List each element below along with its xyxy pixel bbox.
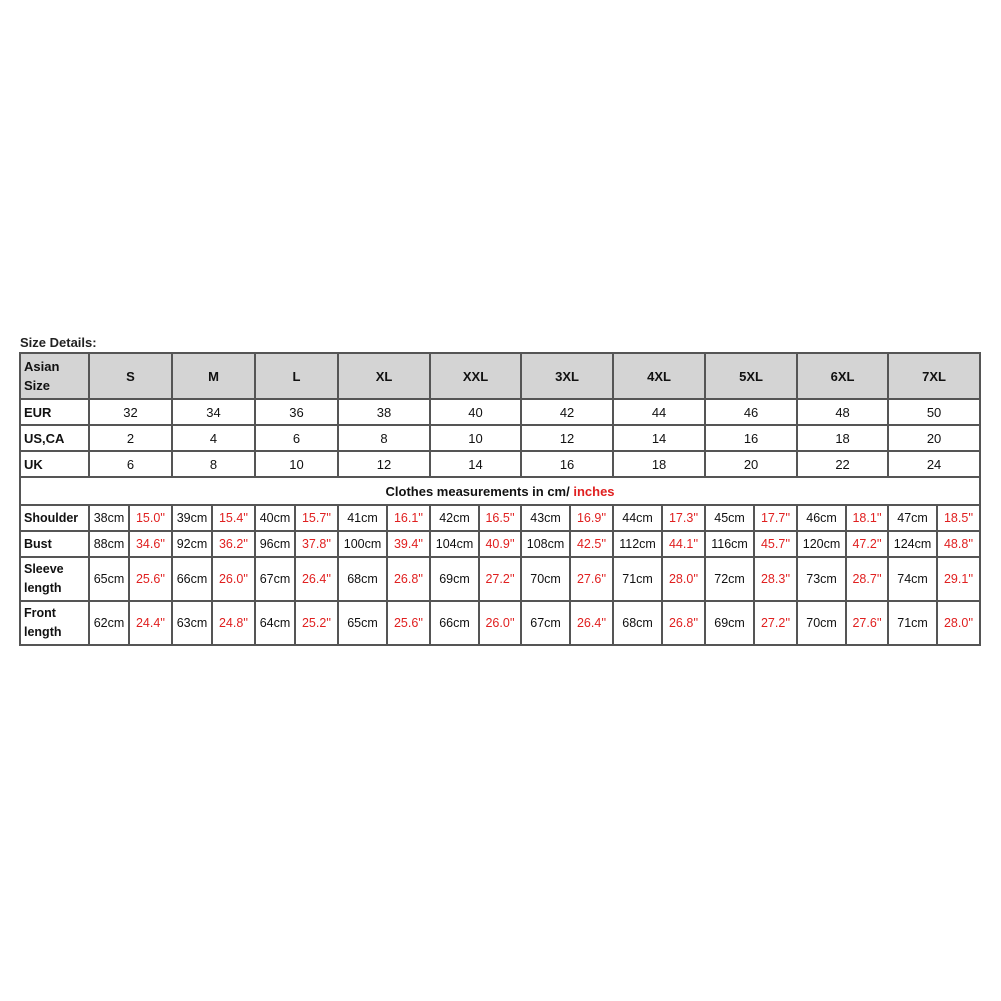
inch-value-cell: 25.6'' — [129, 557, 172, 601]
cm-value-cell: 73cm — [797, 557, 846, 601]
size-value-cell: 14 — [430, 451, 521, 477]
cm-value-cell: 39cm — [172, 505, 212, 531]
row-label: EUR — [20, 399, 89, 425]
inch-value-cell: 25.2'' — [295, 601, 338, 645]
cm-value-cell: 71cm — [613, 557, 662, 601]
size-value-cell: 38 — [338, 399, 430, 425]
cm-value-cell: 104cm — [430, 531, 479, 557]
size-value-cell: 34 — [172, 399, 255, 425]
cm-value-cell: 70cm — [797, 601, 846, 645]
size-header-cell: XXL — [430, 353, 521, 399]
size-value-cell: 22 — [797, 451, 888, 477]
size-value-cell: 10 — [255, 451, 338, 477]
size-chart-table — [19, 352, 981, 646]
inch-value-cell: 25.6'' — [387, 601, 430, 645]
size-value-cell: 16 — [705, 425, 797, 451]
inch-value-cell: 26.4'' — [570, 601, 613, 645]
cm-value-cell: 72cm — [705, 557, 754, 601]
inch-value-cell: 37.8'' — [295, 531, 338, 557]
inch-value-cell: 34.6'' — [129, 531, 172, 557]
inch-value-cell: 26.8'' — [662, 601, 705, 645]
row-label: Sleeve length — [20, 557, 89, 601]
size-header-cell: XL — [338, 353, 430, 399]
cm-value-cell: 116cm — [705, 531, 754, 557]
measurement-row — [20, 557, 980, 601]
cm-value-cell: 74cm — [888, 557, 937, 601]
inch-value-cell: 26.4'' — [295, 557, 338, 601]
cm-value-cell: 62cm — [89, 601, 129, 645]
size-value-cell: 18 — [613, 451, 705, 477]
size-value-cell: 20 — [705, 451, 797, 477]
row-label: US,CA — [20, 425, 89, 451]
size-header-row — [20, 353, 980, 399]
inch-value-cell: 18.5'' — [937, 505, 980, 531]
row-label: Front length — [20, 601, 89, 645]
row-label: Shoulder — [20, 505, 89, 531]
size-value-cell: 18 — [797, 425, 888, 451]
inch-value-cell: 42.5'' — [570, 531, 613, 557]
conversion-row — [20, 425, 980, 451]
size-header-cell: 6XL — [797, 353, 888, 399]
cm-value-cell: 63cm — [172, 601, 212, 645]
size-value-cell: 8 — [172, 451, 255, 477]
cm-value-cell: 92cm — [172, 531, 212, 557]
size-value-cell: 32 — [89, 399, 172, 425]
cm-value-cell: 43cm — [521, 505, 570, 531]
cm-value-cell: 65cm — [89, 557, 129, 601]
cm-value-cell: 41cm — [338, 505, 387, 531]
size-header-cell: 5XL — [705, 353, 797, 399]
inch-value-cell: 28.7'' — [846, 557, 888, 601]
size-details-title: Size Details: — [20, 335, 97, 350]
inch-value-cell: 27.2'' — [754, 601, 797, 645]
inch-value-cell: 26.0'' — [479, 601, 521, 645]
measurement-row — [20, 505, 980, 531]
inch-value-cell: 39.4'' — [387, 531, 430, 557]
cm-value-cell: 88cm — [89, 531, 129, 557]
inch-value-cell: 29.1'' — [937, 557, 980, 601]
cm-value-cell: 42cm — [430, 505, 479, 531]
inch-value-cell: 15.0'' — [129, 505, 172, 531]
inch-value-cell: 24.8'' — [212, 601, 255, 645]
cm-value-cell: 68cm — [338, 557, 387, 601]
size-header-cell: 3XL — [521, 353, 613, 399]
cm-value-cell: 64cm — [255, 601, 295, 645]
inch-value-cell: 40.9'' — [479, 531, 521, 557]
cm-value-cell: 66cm — [172, 557, 212, 601]
size-value-cell: 48 — [797, 399, 888, 425]
measurements-note — [20, 477, 980, 505]
cm-value-cell: 44cm — [613, 505, 662, 531]
cm-value-cell: 96cm — [255, 531, 295, 557]
cm-value-cell: 108cm — [521, 531, 570, 557]
inch-value-cell: 26.0'' — [212, 557, 255, 601]
conversion-row — [20, 451, 980, 477]
measurement-rows — [20, 505, 980, 645]
size-value-cell: 6 — [89, 451, 172, 477]
inch-value-cell: 15.7'' — [295, 505, 338, 531]
cm-value-cell: 124cm — [888, 531, 937, 557]
size-value-cell: 12 — [521, 425, 613, 451]
size-value-cell: 36 — [255, 399, 338, 425]
inch-value-cell: 24.4'' — [129, 601, 172, 645]
inch-value-cell: 16.9'' — [570, 505, 613, 531]
inch-value-cell: 16.5'' — [479, 505, 521, 531]
header-label-cell: Asian Size — [20, 353, 89, 399]
inch-value-cell: 27.6'' — [846, 601, 888, 645]
size-value-cell: 12 — [338, 451, 430, 477]
cm-value-cell: 120cm — [797, 531, 846, 557]
cm-value-cell: 71cm — [888, 601, 937, 645]
cm-value-cell: 67cm — [521, 601, 570, 645]
cm-value-cell: 100cm — [338, 531, 387, 557]
cm-value-cell: 65cm — [338, 601, 387, 645]
inch-value-cell: 45.7'' — [754, 531, 797, 557]
size-value-cell: 14 — [613, 425, 705, 451]
inch-value-cell: 16.1'' — [387, 505, 430, 531]
measurements-note-row — [20, 477, 980, 505]
size-value-cell: 40 — [430, 399, 521, 425]
note-inches: inches — [573, 483, 615, 499]
inch-value-cell: 28.3'' — [754, 557, 797, 601]
cm-value-cell: 69cm — [430, 557, 479, 601]
inch-value-cell: 15.4'' — [212, 505, 255, 531]
size-value-cell: 24 — [888, 451, 980, 477]
cm-value-cell: 67cm — [255, 557, 295, 601]
cm-value-cell: 38cm — [89, 505, 129, 531]
size-value-cell: 42 — [521, 399, 613, 425]
cm-value-cell: 68cm — [613, 601, 662, 645]
size-value-cell: 4 — [172, 425, 255, 451]
inch-value-cell: 36.2'' — [212, 531, 255, 557]
size-value-cell: 10 — [430, 425, 521, 451]
row-label: UK — [20, 451, 89, 477]
inch-value-cell: 27.2'' — [479, 557, 521, 601]
size-value-cell: 6 — [255, 425, 338, 451]
inch-value-cell: 28.0'' — [937, 601, 980, 645]
size-header-cell: M — [172, 353, 255, 399]
size-value-cell: 44 — [613, 399, 705, 425]
note-prefix: Clothes measurements in cm/ — [385, 483, 574, 499]
cm-value-cell: 46cm — [797, 505, 846, 531]
size-value-cell: 20 — [888, 425, 980, 451]
row-label: Bust — [20, 531, 89, 557]
measurement-row — [20, 531, 980, 557]
cm-value-cell: 70cm — [521, 557, 570, 601]
size-value-cell: 2 — [89, 425, 172, 451]
size-value-cell: 46 — [705, 399, 797, 425]
conversion-row — [20, 399, 980, 425]
inch-value-cell: 44.1'' — [662, 531, 705, 557]
size-header-cell: 7XL — [888, 353, 980, 399]
size-header-cell: S — [89, 353, 172, 399]
inch-value-cell: 17.7'' — [754, 505, 797, 531]
measurement-row — [20, 601, 980, 645]
inch-value-cell: 27.6'' — [570, 557, 613, 601]
inch-value-cell: 17.3'' — [662, 505, 705, 531]
size-header-cell: 4XL — [613, 353, 705, 399]
cm-value-cell: 112cm — [613, 531, 662, 557]
cm-value-cell: 66cm — [430, 601, 479, 645]
size-header-cell: L — [255, 353, 338, 399]
inch-value-cell: 26.8'' — [387, 557, 430, 601]
cm-value-cell: 40cm — [255, 505, 295, 531]
size-value-cell: 16 — [521, 451, 613, 477]
inch-value-cell: 48.8'' — [937, 531, 980, 557]
inch-value-cell: 28.0'' — [662, 557, 705, 601]
conversion-rows — [20, 399, 980, 477]
cm-value-cell: 69cm — [705, 601, 754, 645]
size-value-cell: 50 — [888, 399, 980, 425]
cm-value-cell: 47cm — [888, 505, 937, 531]
inch-value-cell: 47.2'' — [846, 531, 888, 557]
cm-value-cell: 45cm — [705, 505, 754, 531]
size-value-cell: 8 — [338, 425, 430, 451]
inch-value-cell: 18.1'' — [846, 505, 888, 531]
